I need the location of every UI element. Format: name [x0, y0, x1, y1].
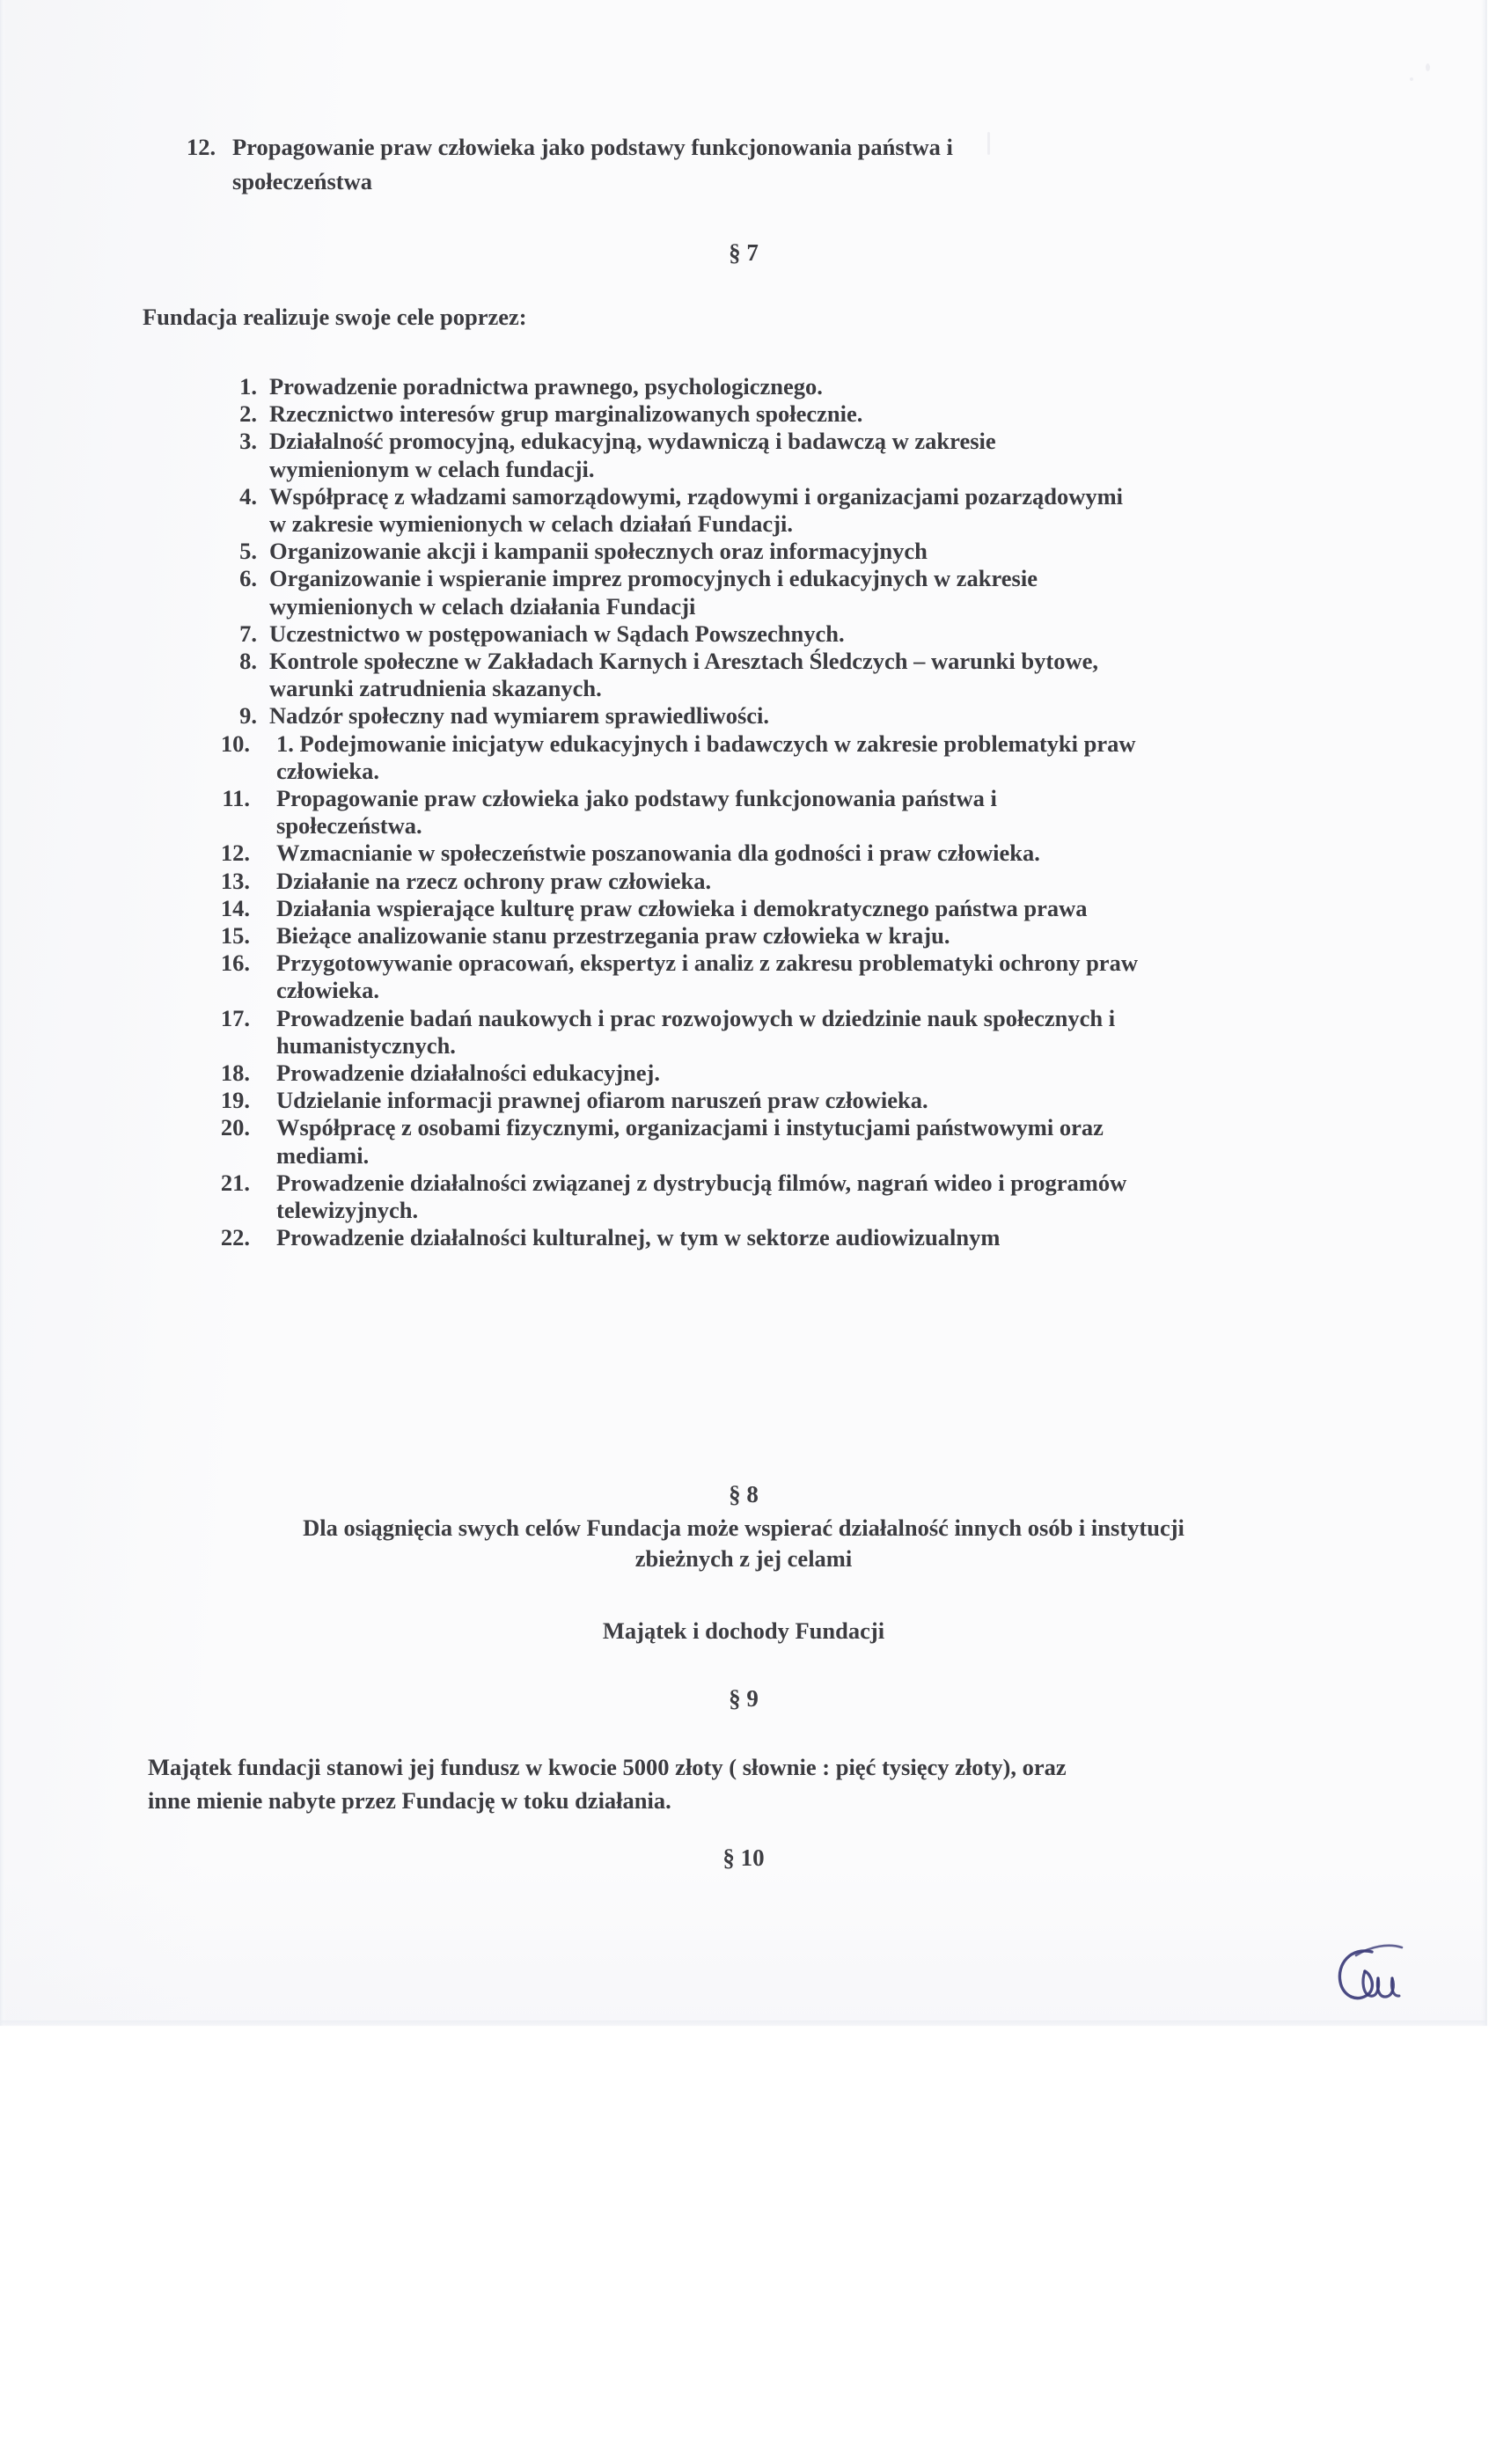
- objectives-list: [176, 373, 1373, 1252]
- list-item-number: 12.: [220, 840, 250, 867]
- list-item: [211, 538, 1373, 565]
- list-item: [211, 785, 1373, 840]
- paragraph-9-line-2: inne mienie nabyte przez Fundację w toku działania.: [148, 1786, 671, 1814]
- list-item-number: 8.: [239, 648, 257, 675]
- list-item-line: Działanie na rzecz ochrony praw człowieka.: [276, 867, 712, 894]
- list-item-line: Organizowanie i wspieranie imprez promocyjnych i edukacyjnych w zakresie: [269, 565, 1038, 592]
- list-item: [211, 895, 1373, 922]
- list-item-number: 11.: [222, 785, 250, 812]
- list-item: [211, 1170, 1373, 1224]
- list-item: [211, 648, 1373, 702]
- list-item-line: Kontrole społeczne w Zakładach Karnych i Aresztach Śledczych – warunki bytowe,: [269, 648, 1098, 675]
- list-item-line: człowieka.: [276, 757, 380, 784]
- list-item-line: Rzecznictwo interesów grup marginalizowanych społecznie.: [269, 400, 863, 428]
- list-item-line: Działalność promocyjną, edukacyjną, wydawniczą i badawczą w zakresie: [269, 428, 996, 455]
- list-item-number: 10.: [220, 730, 250, 757]
- continued-list-item-12: [187, 130, 1295, 199]
- list-item-line: Prowadzenie działalności związanej z dystrybucją filmów, nagrań wideo i programów: [276, 1169, 1127, 1196]
- list-item-line: Działania wspierające kulturę praw człowieka i demokratycznego państwa prawa: [276, 894, 1088, 921]
- list-item-number: 19.: [220, 1087, 250, 1114]
- list-item-line: Organizowanie akcji i kampanii społecznych oraz informacyjnych: [269, 538, 928, 565]
- list-item: [211, 1114, 1373, 1169]
- list-item: [211, 373, 1373, 400]
- list-item-line: społeczeństwa: [232, 168, 372, 194]
- list-item-line: Współpracę z osobami fizycznymi, organizacjami i instytucjami państwowymi oraz: [276, 1114, 1104, 1141]
- section-marker-8: § 8: [729, 1481, 759, 1507]
- list-item-line: Prowadzenie poradnictwa prawnego, psychologicznego.: [269, 373, 823, 400]
- paragraph-8-line-1: Dla osiągnięcia swych celów Fundacja może wspierać działalność innych osób i instytucji: [303, 1514, 1184, 1541]
- list-item: [211, 483, 1373, 538]
- list-item-number: 20.: [220, 1114, 250, 1141]
- list-item-line: w zakresie wymienionych w celach działań Fundacji.: [269, 510, 794, 538]
- list-item: [211, 1087, 1373, 1114]
- list-item-line: humanistycznych.: [276, 1031, 456, 1059]
- list-item-line: Przygotowywanie opracowań, ekspertyz i analiz z zakresu problematyki ochrony praw: [276, 950, 1138, 977]
- list-item-number: 16.: [220, 950, 250, 977]
- list-item-line: Propagowanie praw człowieka jako podstawy funkcjonowania państwa i: [276, 785, 997, 812]
- list-item: [211, 950, 1373, 1004]
- paragraph-9: [148, 1751, 1345, 1817]
- list-item: [211, 922, 1373, 950]
- scan-edge-bottom: [0, 2020, 1487, 2027]
- list-item-line: społeczeństwa.: [276, 812, 422, 840]
- list-item-line: człowieka.: [276, 977, 380, 1004]
- list-item: [211, 400, 1373, 428]
- list-item: [211, 702, 1373, 730]
- list-item-line: Prowadzenie badań naukowych i prac rozwojowych w dziedzinie nauk społecznych i: [276, 1004, 1116, 1031]
- paragraph-8-line-2: zbieżnych z jej celami: [634, 1545, 853, 1572]
- scan-speck: [1426, 63, 1430, 71]
- list-item-line: wymienionych w celach działania Fundacji: [269, 592, 696, 620]
- list-item-number: 15.: [220, 922, 250, 950]
- list-item-number: 9.: [239, 702, 257, 730]
- list-item-number: 4.: [239, 482, 257, 510]
- list-item-number: 7.: [239, 620, 257, 647]
- list-item-number: 22.: [220, 1224, 250, 1251]
- list-item: [211, 428, 1373, 482]
- list-item: [211, 1224, 1373, 1251]
- list-item-line: Nadzór społeczny nad wymiarem sprawiedliwości.: [269, 702, 770, 730]
- section-marker-7: § 7: [729, 239, 759, 266]
- list-item-number: 5.: [239, 538, 257, 565]
- list-item: [211, 1005, 1373, 1060]
- scan-edge-right: [1481, 0, 1487, 2026]
- list-item-number: 14.: [220, 894, 250, 921]
- list-item-number: 17.: [220, 1004, 250, 1031]
- list-item-number: 3.: [239, 428, 257, 455]
- list-item-line: wymienionym w celach fundacji.: [269, 455, 595, 482]
- list-item-line: mediami.: [276, 1141, 370, 1169]
- list-item: [211, 565, 1373, 620]
- list-item-line: 1. Podejmowanie inicjatyw edukacyjnych i badawczych w zakresie problematyki praw: [276, 730, 1136, 757]
- list-item-line: Wzmacnianie w społeczeństwie poszanowania dla godności i praw człowieka.: [276, 840, 1040, 867]
- list-item-line: Udzielanie informacji prawnej ofiarom naruszeń praw człowieka.: [276, 1087, 928, 1114]
- paragraph-9-line-1: Majątek fundacji stanowi jej fundusz w kwocie 5000 złoty ( słownie : pięć tysięcy złoty), oraz: [148, 1754, 1067, 1780]
- scan-speck: [1410, 77, 1413, 81]
- list-item-number: 6.: [239, 565, 257, 592]
- list-item: [211, 730, 1373, 785]
- scan-edge-left: [0, 0, 6, 2026]
- list-item: [211, 1060, 1373, 1087]
- list-item-line: Prowadzenie działalności edukacyjnej.: [276, 1060, 661, 1087]
- list-item-number: 21.: [220, 1169, 250, 1196]
- list-item-number: 13.: [220, 867, 250, 894]
- list-item-line: Współpracę z władzami samorządowymi, rządowymi i organizacjami pozarządowymi: [269, 482, 1124, 510]
- heading-assets-and-income: Majątek i dochody Fundacji: [602, 1617, 885, 1644]
- list-item: [211, 840, 1373, 867]
- list-item-line: Prowadzenie działalności kulturalnej, w tym w sektorze audiowizualnym: [276, 1224, 1001, 1251]
- list-item-line: Uczestnictwo w postępowaniach w Sądach Powszechnych.: [269, 620, 845, 647]
- list-item-number: 1.: [239, 373, 257, 400]
- list-item-line: warunki zatrudnienia skazanych.: [269, 675, 602, 702]
- list-item-number: 2.: [239, 400, 257, 428]
- list-item-line: Propagowanie praw człowieka jako podstawy funkcjonowania państwa i: [232, 134, 953, 160]
- section-marker-10: § 10: [722, 1844, 765, 1871]
- list-item-line: telewizyjnych.: [276, 1197, 419, 1224]
- list-item-number: 18.: [220, 1060, 250, 1087]
- section-marker-9: § 9: [729, 1685, 759, 1712]
- list-item-number: 12.: [187, 134, 216, 160]
- list-item-line: Bieżące analizowanie stanu przestrzegania praw człowieka w kraju.: [276, 922, 950, 950]
- list-item: [211, 868, 1373, 895]
- list-item: [211, 620, 1373, 648]
- intro-sentence: Fundacja realizuje swoje cele poprzez:: [143, 304, 527, 330]
